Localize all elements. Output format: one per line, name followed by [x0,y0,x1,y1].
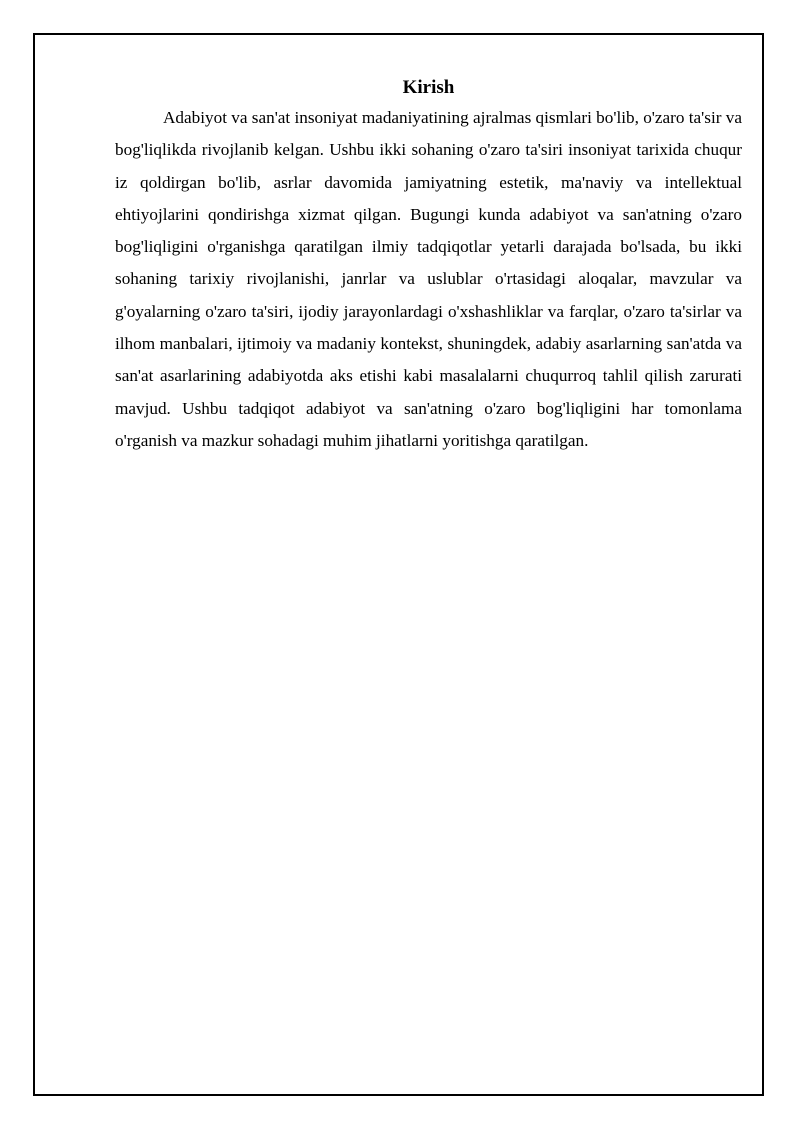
intro-paragraph: Adabiyot va san'at insoniyat madaniyatining ajralmas qismlari bo'lib, o'zaro ta'sir va bog'liqlikda rivojlanib kelgan. Ushbu ikki sohaning o'zaro ta'siri insoniyat tarixida chuqur iz qoldirgan bo'lib, asrlar davomida jamiyatning estetik, ma'naviy va intellektual ehtiyojlarini qondirishga xizmat qilgan. Bugungi kunda adabiyot va san'atning o'zaro bog'liqligini o'rganishga qaratilgan ilmiy tadqiqotlar yetarli darajada bo'lsada, bu ikki sohaning tarixiy rivojlanishi, janrlar va uslublar o'rtasidagi aloqalar, mavzular va g'oyalarning o'zaro ta'siri, ijodiy jarayonlardagi o'xshashliklar va farqlar, o'zaro ta'sirlar va ilhom manbalari, ijtimoiy va madaniy kontekst, shuningdek, adabiy asarlarning san'atda va san'at asarlarining adabiyotda aks etishi kabi masalalarni chuqurroq tahlil qilish zarurati mavjud. Ushbu tadqiqot adabiyot va san'atning o'zaro bog'liqligini har tomonlama o'rganish va mazkur sohadagi muhim jihatlarni yoritishga qaratilgan. [115,108,742,450]
document-body [115,74,742,457]
document-title: Kirish [402,77,455,98]
